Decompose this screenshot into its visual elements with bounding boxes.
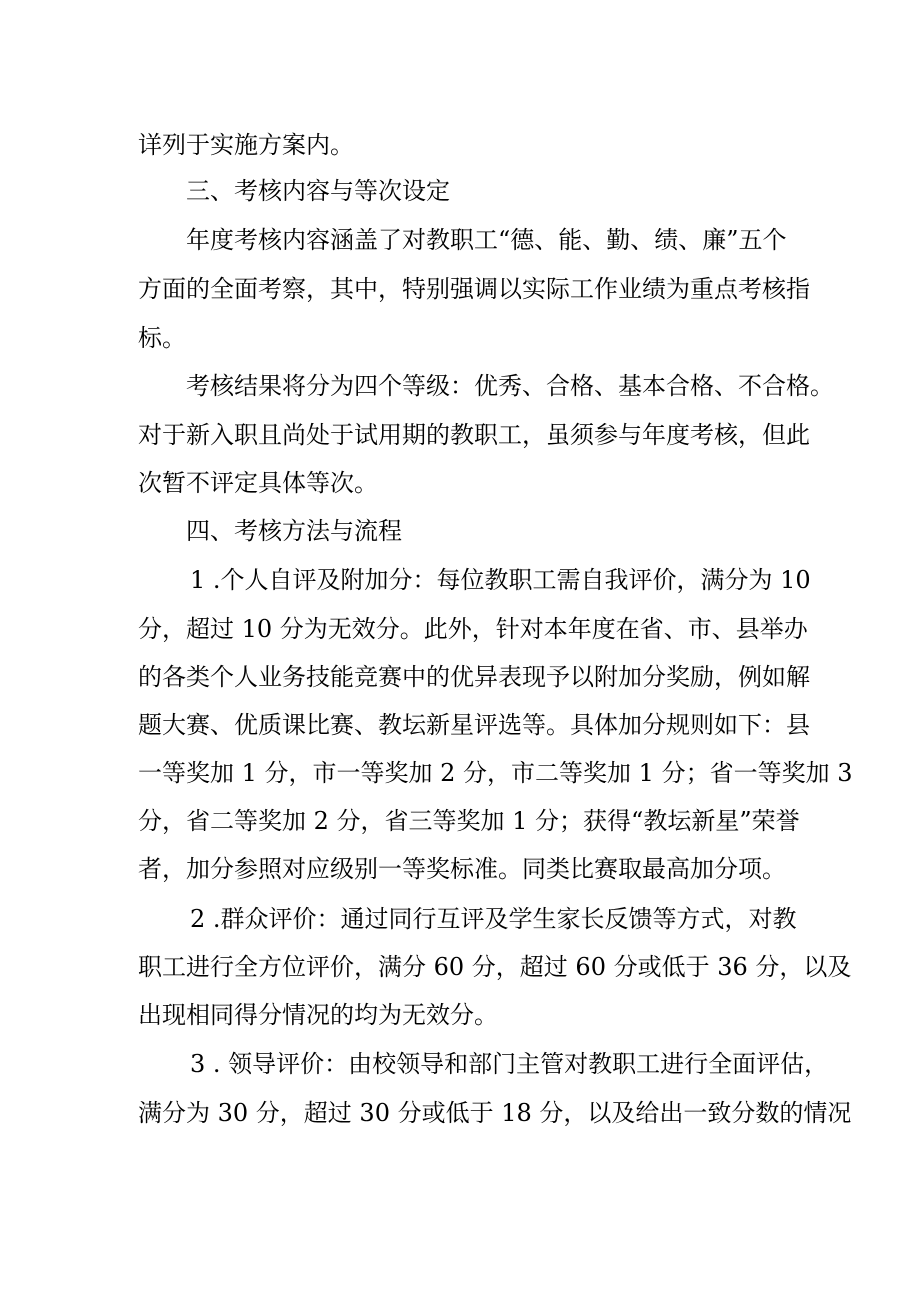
section-heading-3: 三、考核内容与等次设定 (186, 177, 450, 205)
list-item-1: 1 .个人自评及附加分：每位教职工需自我评价，满分为 10 (190, 566, 811, 594)
paragraph-line: 次暂不评定具体等次。 (138, 469, 378, 497)
paragraph-line: 年度考核内容涵盖了对教职工“德、能、勤、绩、廉”五个 (186, 226, 787, 254)
paragraph-line: 者，加分参照对应级别一等奖标准。同类比赛取最高加分项。 (138, 855, 786, 883)
paragraph-line: 一等奖加 1 分，市一等奖加 2 分，市二等奖加 1 分；省一等奖加 3 (138, 759, 853, 787)
paragraph-line: 对于新入职且尚处于试用期的教职工，虽须参与年度考核，但此 (138, 421, 810, 449)
paragraph-continuation: 详列于实施方案内。 (138, 131, 354, 159)
paragraph-line: 考核结果将分为四个等级：优秀、合格、基本合格、不合格。 (186, 372, 834, 400)
list-item-3: 3 . 领导评价：由校领导和部门主管对教职工进行全面评估， (190, 1050, 829, 1078)
paragraph-line: 分，省二等奖加 2 分，省三等奖加 1 分；获得“教坛新星”荣誉 (138, 807, 800, 835)
paragraph-line: 方面的全面考察，其中，特别强调以实际工作业绩为重点考核指 (138, 275, 810, 303)
section-heading-4: 四、考核方法与流程 (186, 517, 402, 545)
paragraph-line: 职工进行全方位评价，满分 60 分，超过 60 分或低于 36 分，以及 (138, 953, 852, 981)
paragraph-line: 分，超过 10 分为无效分。此外，针对本年度在省、市、县举办 (138, 615, 808, 643)
paragraph-line: 满分为 30 分，超过 30 分或低于 18 分，以及给出一致分数的情况 (138, 1099, 852, 1127)
list-item-2: 2 .群众评价：通过同行互评及学生家长反馈等方式，对教 (190, 905, 797, 933)
paragraph-line: 的各类个人业务技能竞赛中的优异表现予以附加分奖励，例如解 (138, 663, 810, 691)
paragraph-line: 出现相同得分情况的均为无效分。 (138, 1001, 498, 1029)
paragraph-line: 题大赛、优质课比赛、教坛新星评选等。具体加分规则如下：县 (138, 711, 810, 739)
paragraph-line: 标。 (138, 324, 186, 352)
